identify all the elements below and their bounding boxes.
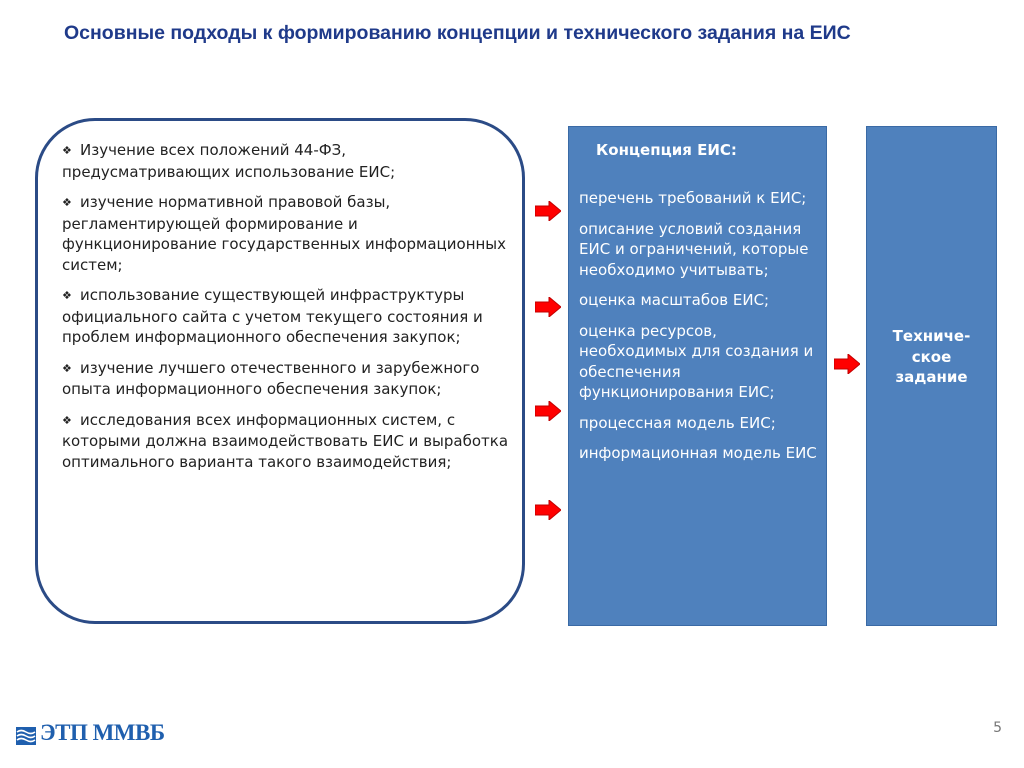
list-item: ❖ использование существующей инфраструктуры официального сайта с учетом текущего состояния и проблем информационного обеспечения закупок; <box>62 286 483 346</box>
slide-title: Основные подходы к формированию концепции и технического задания на ЕИС <box>64 22 851 44</box>
page-number: 5 <box>993 720 1002 736</box>
diamond-bullet-icon: ❖ <box>62 144 72 157</box>
concept-list <box>579 188 819 474</box>
technical-task-label: Техниче- ское задание <box>892 327 971 386</box>
right-arrow-icon <box>834 354 860 374</box>
logo-text: ЭТП ММВБ <box>40 720 165 745</box>
right-arrow-icon <box>535 201 561 221</box>
list-item: ❖ исследования всех информационных систем, с которыми должна взаимодействовать ЕИС и выработка оптимального варианта такого взаимодействия; <box>62 410 509 471</box>
list-item: оценка масштабов ЕИС; <box>579 291 770 309</box>
list-item: описание условий создания ЕИС и ограничений, которые необходимо учитывать; <box>579 219 809 279</box>
list-item: оценка ресурсов, необходимых для создания и обеспечения функционирования ЕИС; <box>579 321 814 401</box>
approaches-list <box>62 140 517 482</box>
diamond-bullet-icon: ❖ <box>62 196 72 209</box>
list-item: ❖ изучение нормативной правовой базы, регламентирующей формирование и функционирование государственных информационных систем; <box>62 193 507 274</box>
list-item: процессная модель ЕИС; <box>579 413 776 432</box>
list-item: информационная модель ЕИС <box>579 444 817 462</box>
right-arrow-icon <box>535 297 561 317</box>
list-item: перечень требований к ЕИС; <box>579 189 807 207</box>
list-item: ❖ изучение лучшего отечественного и зарубежного опыта информационного обеспечения закупок; <box>62 358 480 398</box>
right-arrow-icon <box>535 500 561 520</box>
concept-title: Концепция ЕИС: <box>596 141 737 159</box>
diamond-bullet-icon: ❖ <box>62 289 72 302</box>
diamond-bullet-icon: ❖ <box>62 361 72 375</box>
diamond-bullet-icon: ❖ <box>62 413 72 427</box>
right-arrow-icon <box>535 401 561 421</box>
list-item: ❖ Изучение всех положений 44-ФЗ, предусматривающих использование ЕИС; <box>62 141 396 181</box>
